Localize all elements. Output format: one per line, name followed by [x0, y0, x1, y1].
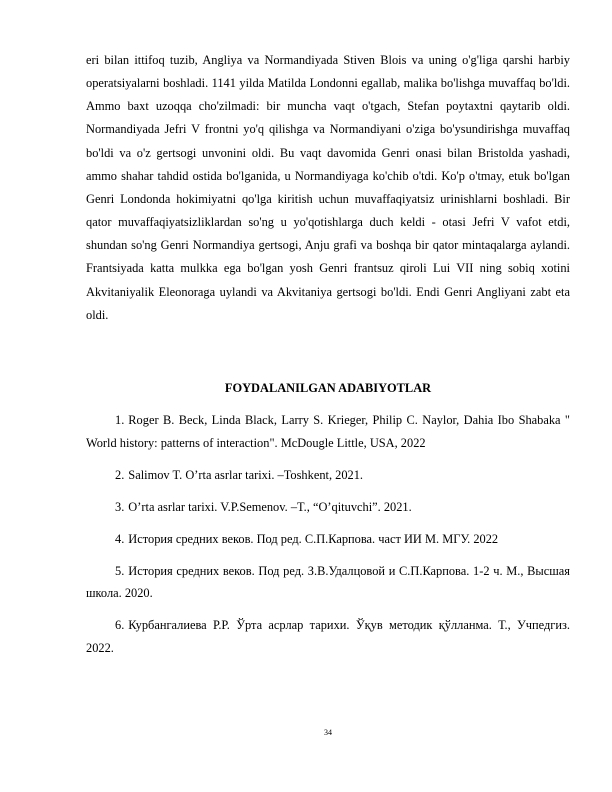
reference-text: История средних веков. Под ред. С.П.Карпова. част ИИ М. МГУ. 2022 [128, 531, 499, 546]
reference-number: 3. [115, 499, 125, 514]
reference-text: Roger B. Beck, Linda Black, Larry S. Krieger, Philip C. Naylor, Dahia Ibo Shabaka " World history: patterns of interaction". McDougle Little, USA, 2022 [86, 413, 570, 450]
reference-item-5 [86, 560, 570, 605]
reference-number: 5. [115, 563, 125, 578]
reference-item-2 [86, 464, 570, 487]
reference-item-1 [86, 409, 570, 454]
reference-text: Курбангалиева Р.Р. Ўрта асрлар тарихи. Ўқув методик қўлланма. Т., Учпедгиз. 2022. [86, 618, 570, 655]
reference-text: Salimov T. O’rta asrlar tarixi. –Toshkent, 2021. [128, 467, 364, 482]
reference-number: 1. [115, 413, 125, 427]
references-list [86, 409, 570, 669]
body-text [86, 49, 570, 327]
reference-number: 6. [115, 618, 125, 632]
references-heading: FOYDALANILGAN ADABIYOTLAR [224, 381, 432, 395]
reference-item-4 [86, 528, 570, 551]
page-number: 34 [324, 728, 332, 737]
reference-text: История средних веков. Под ред. З.В.Удалцовой и С.П.Карпова. 1-2 ч. М., Высшая школа. 2020. [86, 563, 570, 600]
reference-number: 4. [115, 531, 125, 546]
reference-number: 2. [115, 467, 125, 482]
reference-item-6 [86, 614, 570, 659]
body-paragraph: eri bilan ittifoq tuzib, Angliya va Normandiyada Stiven Blois va uning o'g'liga qarshi harbiy operatsiyalarni boshladi. 1141 yilda Matilda Londonni egallab, malika bo'lishga muvaffaq bo'ldi. Ammo baxt uzoqqa cho'zilmadi: bir muncha vaqt o'tgach, Stefan poytaxtni qaytarib oldi. Normandiyada Jefri V frontni yo'q qilishga va Normandiyani o'ziga bo'ysundirishga muvaffaq bo'ldi va o'z gertsogi unvonini oldi. Bu vaqt davomida Genri onasi bilan Bristolda yashadi, ammo shahar tahdid ostida bo'lganida, u Normandiyaga ko'chib o'tdi. Ko'p o'tmay, etuk bo'lgan Genri Londonda hokimiyatni qo'lga kiritish uchun muvaffaqiyatsiz urinishlarni boshladi. Bir qator muvaffaqiyatsizliklardan so'ng u yo'qotishlarga duch keldi - otasi Jefri V vafot etdi, shundan so'ng Genri Normandiya gertsogi, Anju grafi va boshqa bir qator mintaqalarga aylandi. Frantsiyada katta mulkka ega bo'lgan yosh Genri frantsuz qiroli Lui VII ning sobiq xotini Akvitaniyalik Eleonoraga uylandi va Akvitaniya gertsogi bo'ldi. Endi Genri Angliyani zabt eta oldi. [86, 53, 570, 322]
reference-item-3 [86, 496, 570, 519]
reference-text: O’rta asrlar tarixi. V.P.Semenov. –T., “O’qituvchi”. 2021. [128, 499, 412, 514]
